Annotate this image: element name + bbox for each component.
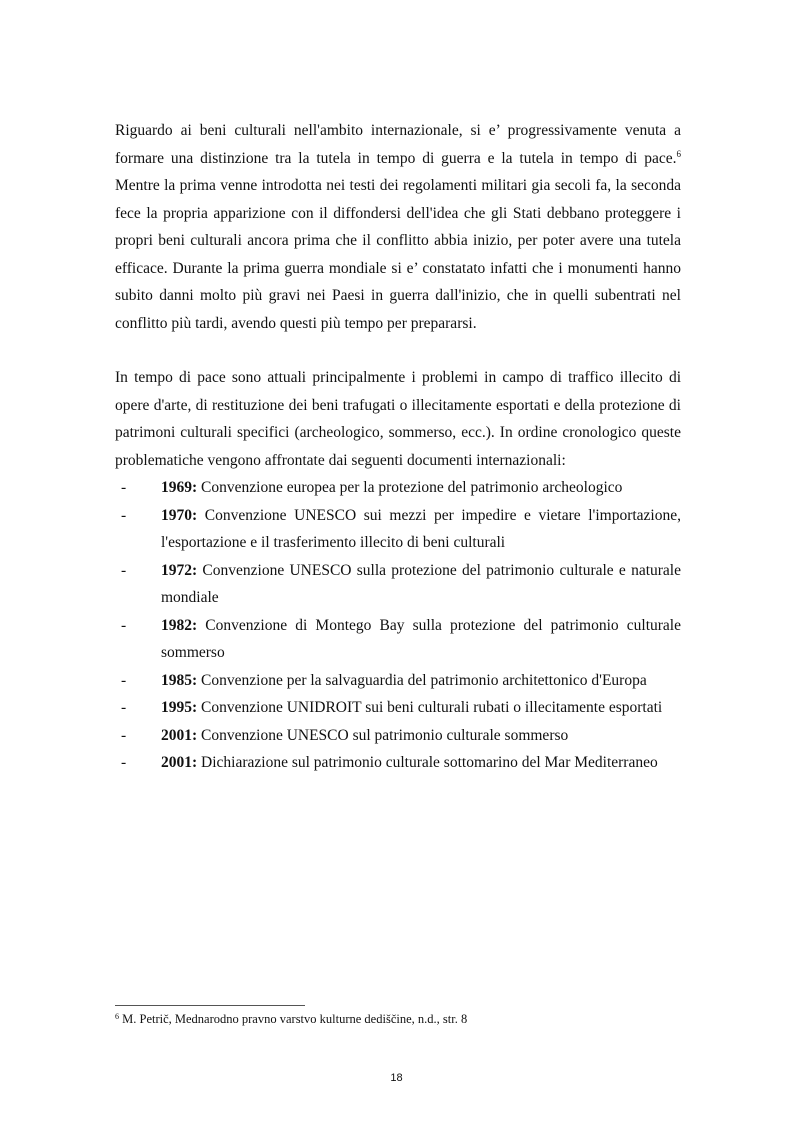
list-item-year: 2001:	[161, 726, 198, 744]
list-dash: -	[121, 561, 127, 579]
list-item-year: 1995:	[161, 699, 198, 716]
list-item	[115, 502, 681, 557]
list-dash: -	[121, 506, 127, 524]
list-item-text: Convenzione UNESCO sui mezzi per impedire e vietare l'importazione, l'esportazione e il trasferimento illecito di beni culturali	[161, 506, 681, 551]
list-item	[115, 667, 681, 695]
list-item-text: Convenzione UNESCO sulla protezione del patrimonio culturale e naturale mondiale	[161, 561, 681, 606]
list-item-year: 1969:	[161, 479, 198, 496]
paragraph-1-text: Riguardo ai beni culturali nell'ambito internazionale, si e’ progressivamente venuta a formare una distinzione tra la tutela in tempo di guerra e la tutela in tempo di pace.	[115, 122, 681, 167]
list-item-text: Convenzione di Montego Bay sulla protezione del patrimonio culturale sommerso	[161, 616, 681, 661]
list-item-year: 1982:	[161, 616, 198, 634]
document-body	[115, 117, 681, 777]
list-dash: -	[121, 754, 127, 771]
paragraph-spacer	[115, 337, 681, 364]
list-dash: -	[121, 616, 127, 634]
page-number: 18	[390, 1072, 403, 1084]
footnote-reference[interactable]: 6	[676, 148, 681, 159]
list-dash: -	[121, 726, 127, 744]
list-item-text: Convenzione UNIDROIT sui beni culturali rubati o illecitamente esportati	[197, 699, 663, 716]
list-item-year: 1970:	[161, 506, 198, 524]
list-dash: -	[121, 699, 127, 716]
list-item-text: Dichiarazione sul patrimonio culturale sottomarino del Mar Mediterraneo	[197, 754, 658, 771]
list-item-text: Convenzione per la salvaguardia del patrimonio architettonico d'Europa	[197, 671, 647, 689]
list-item-year: 2001:	[161, 754, 198, 771]
footnote	[115, 1011, 681, 1027]
footnote-number: 6	[115, 1012, 119, 1021]
list-dash: -	[121, 479, 127, 496]
list-item	[115, 612, 681, 667]
list-item	[115, 749, 681, 777]
conventions-list	[115, 474, 681, 777]
footnote-divider	[115, 1005, 305, 1006]
list-dash: -	[121, 671, 127, 689]
paragraph-2-text: In tempo di pace sono attuali principalmente i problemi in campo di traffico illecito di opere d'arte, di restituzione dei beni trafugati o illecitamente esportati e della protezione di patrimoni culturali specifici (archeologico, sommerso, ecc.). In ordine cronologico queste problematiche vengono affrontate dai seguenti documenti internazionali:	[115, 369, 681, 469]
list-item-year: 1972:	[161, 561, 198, 579]
list-item-text: Convenzione europea per la protezione del patrimonio archeologico	[197, 479, 623, 496]
list-item-text: Convenzione UNESCO sul patrimonio culturale sommerso	[197, 726, 569, 744]
list-item	[115, 694, 681, 722]
footnote-text: M. Petrič, Mednarodno pravno varstvo kulturne dediščine, n.d., str. 8	[119, 1012, 468, 1026]
paragraph-international-protection	[115, 117, 681, 337]
list-item	[115, 722, 681, 750]
list-item	[115, 557, 681, 612]
list-item-year: 1985:	[161, 671, 198, 689]
list-item	[115, 474, 681, 502]
paragraph-1-continuation: Mentre la prima venne introdotta nei testi dei regolamenti militari gia secoli fa, la seconda fece la propria apparizione con il diffondersi dell'idea che gli Stati debbano proteggere i propri beni culturali ancora prima che il conflitto abbia inizio, per poter avere una tutela efficace. Durante la prima guerra mondiale si e’ constatato infatti che i monumenti hanno subito danni molto più gravi nei Paesi in guerra dall'inizio, che in quelli subentrati nel conflitto più tardi, avendo questi più tempo per prepararsi.	[115, 177, 681, 332]
paragraph-peace-time	[115, 364, 681, 474]
